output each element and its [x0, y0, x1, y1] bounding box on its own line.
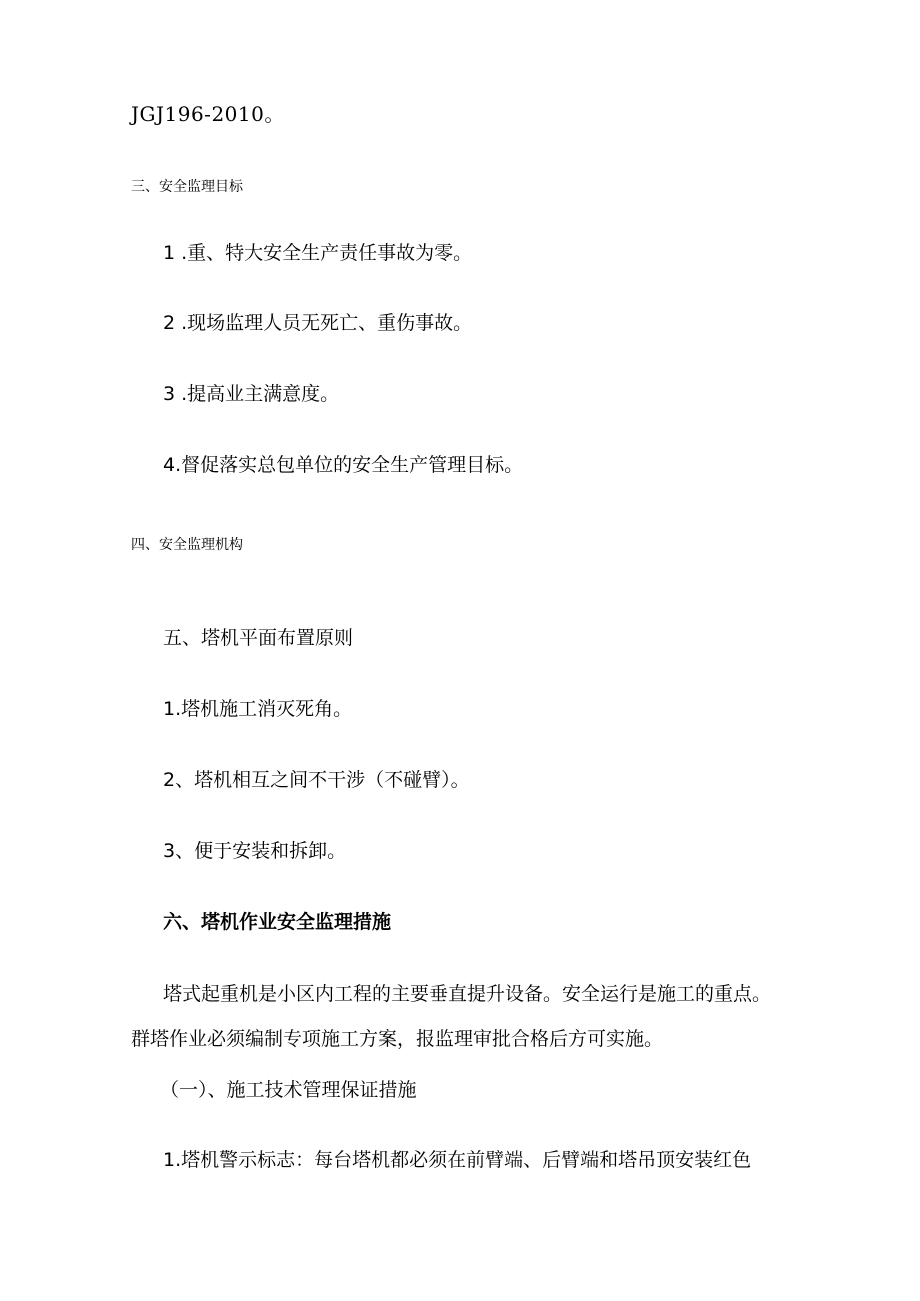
section-6-paragraph-line-1: 塔式起重机是小区内工程的主要垂直提升设备。安全运行是施工的重点。	[163, 983, 772, 1005]
section-5-item-3: 3、便于安装和拆卸。	[163, 840, 347, 862]
section-6-heading: 六、塔机作业安全监理措施	[163, 911, 392, 933]
section-4-heading: 四、安全监理机构	[131, 537, 243, 553]
section-3-item-4: 4.督促落实总包单位的安全生产管理目标。	[163, 454, 524, 476]
section-3-heading: 三、安全监理目标	[131, 179, 243, 195]
section-6-subheading: （一）、施工技术管理保证措施	[160, 1079, 417, 1101]
standard-reference: JGJ196-2010。	[131, 102, 285, 126]
section-3-item-1: 1 .重、特大安全生产责任事故为零。	[163, 242, 473, 264]
section-3-item-3: 3 .提高业主满意度。	[163, 383, 340, 405]
section-5-item-1: 1.塔机施工消灭死角。	[163, 698, 353, 720]
section-6-paragraph-line-2: 群塔作业必须编制专项施工方案，报监理审批合格后方可实施。	[131, 1028, 664, 1050]
section-5-heading: 五、塔机平面布置原则	[163, 627, 354, 649]
section-6-item-1: 1.塔机警示标志：每台塔机都必须在前臂端、后臂端和塔吊顶安装红色	[163, 1149, 752, 1171]
section-5-item-2: 2、塔机相互之间不干涉（不碰臂）。	[163, 769, 470, 791]
section-3-item-2: 2 .现场监理人员无死亡、重伤事故。	[163, 312, 473, 334]
